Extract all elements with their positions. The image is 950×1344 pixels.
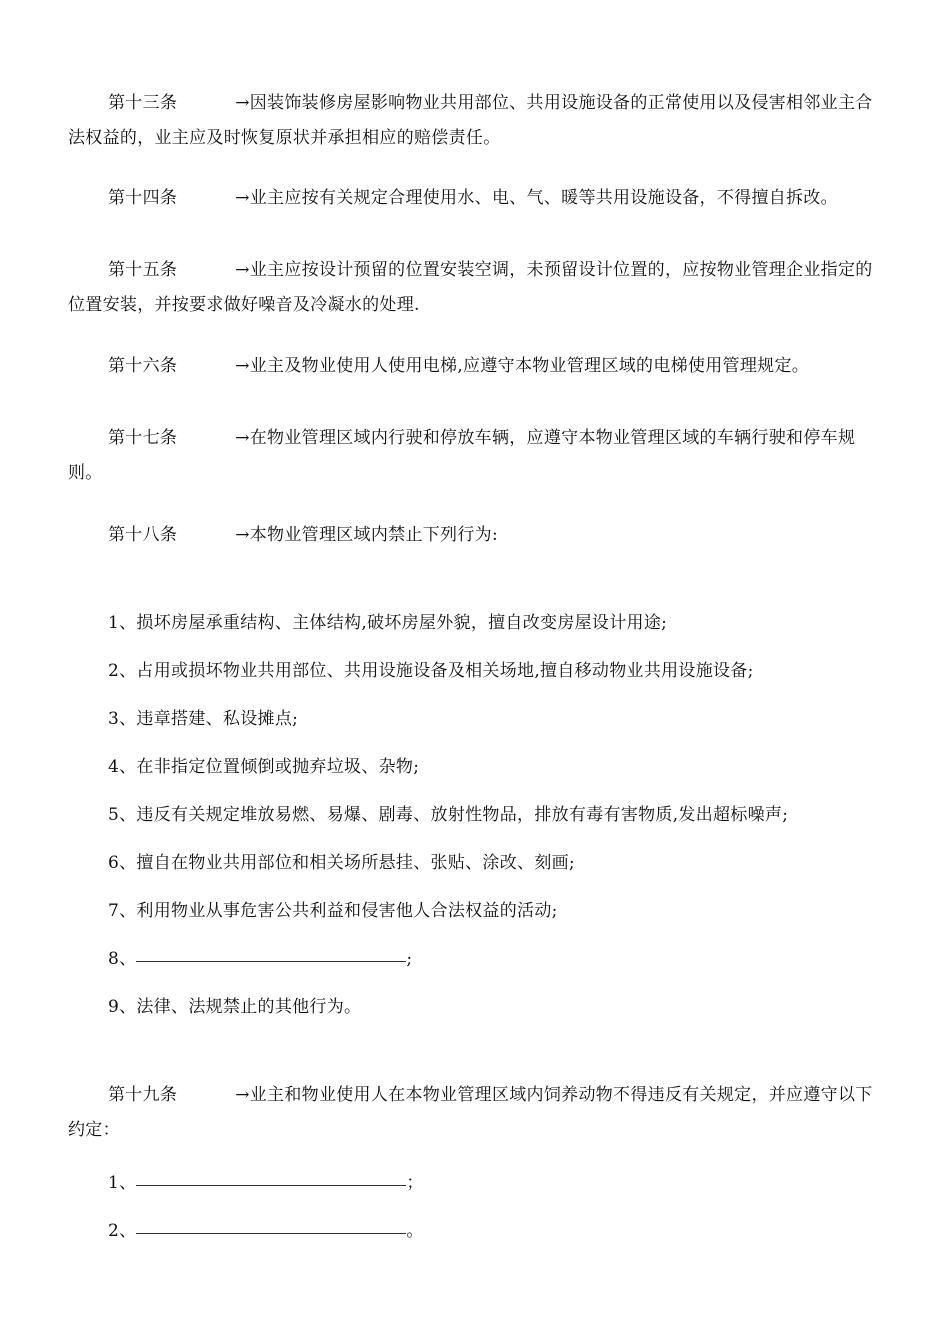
list-marker: 2、 — [108, 661, 137, 681]
arrow-icon: → — [235, 1085, 250, 1105]
list-marker: 7、 — [108, 901, 137, 921]
article-text: 业主应按有关规定合理使用水、电、气、暖等共用设施设备，不得擅自拆改。 — [249, 188, 838, 208]
article-14 — [68, 181, 880, 216]
list-marker: 5、 — [108, 805, 137, 825]
article-text: 在物业管理区域内行驶和停放车辆，应遵守本物业管理区域的车辆行驶和停车规则。 — [68, 428, 856, 483]
list-marker: 1、 — [108, 1173, 137, 1193]
list-item — [108, 654, 754, 689]
list-item-text: 擅自在物业共用部位和相关场所悬挂、张贴、涂改、刻画; — [136, 853, 575, 873]
article-number: 第十七条 — [108, 428, 178, 448]
arrow-icon: → — [235, 356, 250, 376]
article-19 — [68, 1078, 880, 1148]
list-item-text: 在非指定位置倾倒或抛弃垃圾、杂物; — [136, 757, 420, 777]
article-17 — [68, 421, 880, 491]
arrow-icon: → — [235, 188, 250, 208]
list-item-text: 违反有关规定堆放易燃、易爆、剧毒、放射性物品，排放有毒有害物质,发出超标噪声; — [136, 805, 789, 825]
article-number: 第十五条 — [108, 260, 178, 280]
list-marker: 9、 — [108, 997, 137, 1017]
article-13 — [68, 86, 880, 156]
list-item — [108, 606, 667, 641]
article-number: 第十九条 — [108, 1085, 178, 1105]
list-marker: 4、 — [108, 757, 137, 777]
list-item — [108, 798, 788, 833]
article-number: 第十六条 — [108, 356, 178, 376]
list-item-text: 占用或损坏物业共用部位、共用设施设备及相关场地,擅自移动物业共用设施设备; — [136, 661, 754, 681]
list-item-end: ; — [406, 949, 413, 969]
arrow-icon: → — [235, 260, 250, 280]
article-text: 业主和物业使用人在本物业管理区域内饲养动物不得违反有关规定，并应遵守以下约定： — [68, 1085, 873, 1140]
arrow-icon: → — [235, 93, 250, 113]
list-item-blank — [108, 1166, 424, 1201]
list-marker: 3、 — [108, 709, 137, 729]
fill-in-blank[interactable] — [136, 1184, 406, 1186]
fill-in-blank[interactable] — [136, 1232, 406, 1234]
article-18 — [68, 518, 880, 553]
article-16 — [68, 349, 880, 384]
list-item — [108, 990, 361, 1025]
article-text: 因装饰装修房屋影响物业共用部位、共用设施设备的正常使用以及侵害相邻业主合法权益的，业主应及时恢复原状并承担相应的赔偿责任。 — [68, 93, 873, 148]
list-item-text: 损坏房屋承重结构、主体结构,破坏房屋外貌，擅自改变房屋设计用途; — [136, 613, 668, 633]
list-item — [108, 702, 298, 737]
article-number: 第十三条 — [108, 93, 178, 113]
list-item — [108, 750, 419, 785]
list-item-end: ； — [406, 1173, 424, 1193]
list-marker: 8、 — [108, 949, 137, 969]
list-item — [108, 846, 575, 881]
list-item-end: 。 — [406, 1221, 424, 1241]
article-number: 第十八条 — [108, 525, 178, 545]
fill-in-blank[interactable] — [136, 960, 406, 962]
list-marker: 1、 — [108, 613, 137, 633]
article-text: 业主应按设计预留的位置安装空调，未预留设计位置的，应按物业管理企业指定的位置安装，并按要求做好噪音及冷凝水的处理. — [68, 260, 873, 315]
article-text: 业主及物业使用人使用电梯,应遵守本物业管理区域的电梯使用管理规定。 — [249, 356, 810, 376]
arrow-icon: → — [235, 525, 250, 545]
arrow-icon: → — [235, 428, 250, 448]
list-item-blank — [108, 1214, 424, 1249]
article-number: 第十四条 — [108, 188, 178, 208]
article-15 — [68, 253, 880, 323]
list-marker: 6、 — [108, 853, 137, 873]
list-item-blank — [108, 942, 412, 977]
article-text: 本物业管理区域内禁止下列行为: — [249, 525, 498, 545]
list-item-text: 利用物业从事危害公共利益和侵害他人合法权益的活动; — [136, 901, 558, 921]
list-item — [108, 894, 558, 929]
list-item-text: 违章搭建、私设摊点; — [136, 709, 299, 729]
list-marker: 2、 — [108, 1221, 137, 1241]
list-item-text: 法律、法规禁止的其他行为。 — [136, 997, 362, 1017]
